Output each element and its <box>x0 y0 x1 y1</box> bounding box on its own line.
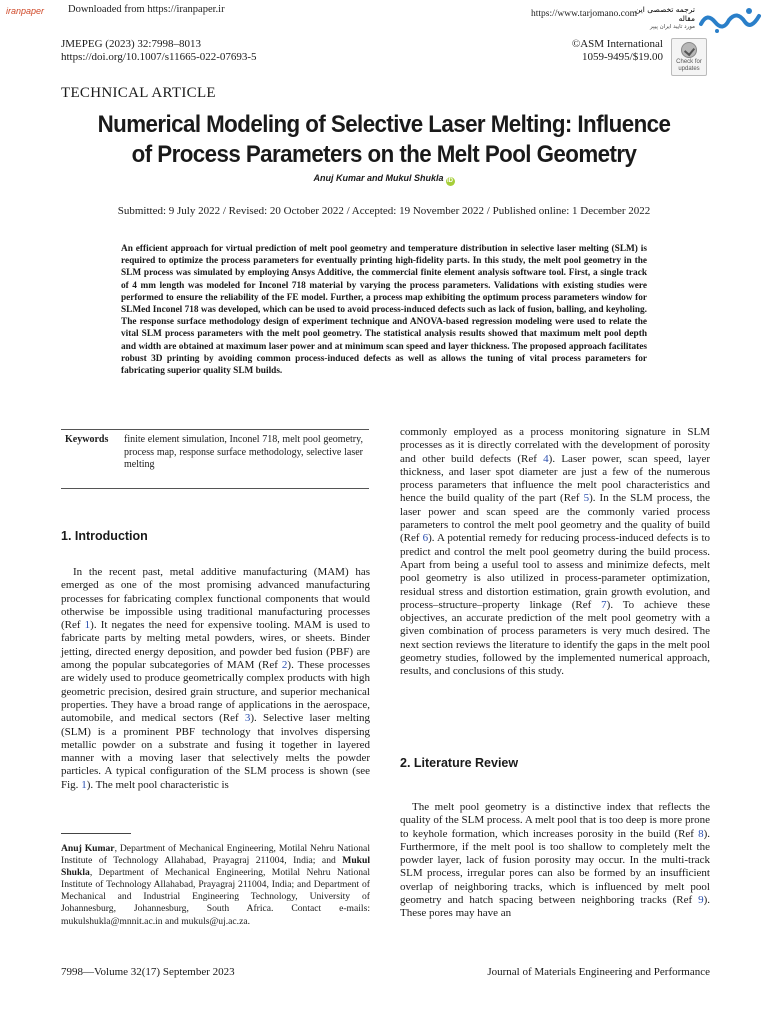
ref-link[interactable]: 9 <box>698 894 704 907</box>
publisher-copyright: ©ASM International <box>571 38 663 50</box>
issn-price: 1059-9495/$19.00 <box>582 51 663 63</box>
body-text: In the recent past, metal additive manufacturing (MAM) has emerged as one of the most promising advanced manufacturing processes for fabricating complex functional components that would otherwise be impossible using traditional manufacturing processes (Ref <box>61 566 370 632</box>
author2-affiliation: , Department of Mechanical Engineering, Motilal Nehru National Institute of Technology Allahabad, Prayagraj 211004, India; and Department of Mechanical and Industrial Engineering Technology, University of Johannesburg, Johannesburg, South Africa. Contact e-mails: mukulshukla@mnnit.ac.in and mukuls@uj.ac.za. <box>61 867 370 927</box>
literature-paragraph <box>400 801 710 921</box>
body-text: ). It negates the need for expensive tooling. MAM is used to fabricate parts by melting metal powders, wires, or sheets. Binder jetting, directed energy deposition, and powder bed fusion (PBF) are among the popular subcategories of MAM (Ref <box>61 619 371 672</box>
body-text: ). Laser power, scan speed, layer thickness, and laser spot diameter are just a few of the numerous process parameters that influence the melt pool characteristics and hence the build quality of the part (Ref <box>400 452 710 505</box>
publisher-meta <box>520 38 663 64</box>
check-badge-line1: Check for <box>676 59 702 65</box>
tarjomano-tagline-main: ترجمه تخصصی این مقاله <box>634 5 695 24</box>
literature-review-body <box>400 801 710 921</box>
paper-title-line1: Numerical Modeling of Selective Laser Melting: Influence <box>97 111 671 138</box>
abstract: An efficient approach for virtual prediction of melt pool geometry and temperature distribution in selective laser melting (SLM) is required to optimize the process parameters for eventually printing high-fidelity parts. In this study, the melt pool geometry in the SLM process was simulated by employing Ansys Additive, the commercial finite element analysis software tool. First, a single track of 4 mm length was modeled for Inconel 718 material by varying the process parameters. Validations with existing studies were performed to ensure the reliability of the FE model. Further, a process map exhibiting the optimum process parameters window for SLMed Inconel 718 was developed, which can be used to avoid process-induced defects such as lack of fusion, balling, and keyholing. The response surface methodology design of experiment technique and ANOVA-based regression modeling were used to relate the vital SLM process parameters with the melt pool geometry. The statistical analysis results showed that maximum melt pool depth and width are obtained at maximum laser power and at minimum scan speed and layer thickness. The proposed approach facilitates robust 3D printing by avoiding common process-induced defects as well as allows the tuning of vital process parameters for fabricating superior quality SLM builds. <box>121 244 647 377</box>
author1-affiliation: , Department of Mechanical Engineering, Motilal Nehru National Institute of Technology Allahabad, Prayagraj 211004, India; and <box>61 843 370 867</box>
footnote-divider <box>61 833 131 834</box>
ref-link[interactable]: 2 <box>281 659 288 672</box>
body-text: ). Selective laser melting (SLM) is a prominent PBF technology that involves dispersing metallic powder on a substrate and fusing it together in layered manner with a moving laser that selectively melts the powder particles. A typical configuration of the SLM process is shown (see Fig. <box>61 712 371 791</box>
ref-link[interactable]: 1 <box>84 619 91 632</box>
introduction-paragraph <box>61 566 370 792</box>
introduction-paragraph-cont <box>400 426 710 679</box>
body-text: ). These pores may have an <box>400 894 710 920</box>
keywords-text: finite element simulation, Inconel 718, melt pool geometry, process map, response surface methodology, selective laser melting <box>124 434 363 470</box>
journal-citation: JMEPEG (2023) 32:7998–8013 <box>61 38 201 50</box>
keywords-label: Keywords <box>65 434 109 445</box>
page-footer-journal: Journal of Materials Engineering and Performance <box>487 966 710 978</box>
body-text: ). To achieve these objectives, an accurate prediction of the melt pool geometry with a given combination of process parameters is very much desired. The next section reviews the literature to identify the gaps in the melt pool geometry studies, followed by the implemented numerical approach, results, and conclusions of this study. <box>400 598 710 678</box>
orcid-icon[interactable]: iD <box>447 178 453 184</box>
author-line <box>0 173 768 186</box>
body-text: ). The melt pool characteristic is <box>86 778 229 791</box>
page-footer-volume: 7998—Volume 32(17) September 2023 <box>61 966 235 978</box>
body-text: ). A potential remedy for reducing process-induced defects is to predict and control the melt pool geometry during the build process. Apart from being a useful tool to assess and minimize defects, melt pool geometry is also utilized in process-parameter optimization, residual stress and distortion estimation, grain growth evolution, and process–structure–property linkage (Ref <box>400 532 710 611</box>
figure-link[interactable]: 1 <box>81 778 87 791</box>
ref-link[interactable]: 3 <box>244 712 251 725</box>
body-text: ). Furthermore, if the melt pool is too shallow to completely melt the powder layer, lack of fusion porosity may occur. In the multi-track SLM process, irregular pores can also be formed by an insufficient overlap of neighboring tracks, which is influenced by melt pool geometry and hatch spacing between neighboring tracks (Ref <box>400 827 710 907</box>
authors-text: Anuj Kumar and Mukul Shukla <box>313 173 444 183</box>
article-type: TECHNICAL ARTICLE <box>61 85 216 101</box>
check-mark-icon <box>681 42 697 58</box>
ref-link[interactable]: 7 <box>601 598 607 611</box>
doi-link[interactable]: https://doi.org/10.1007/s11665-022-07693-5 <box>61 51 257 63</box>
paper-title <box>64 110 704 170</box>
ref-link[interactable]: 6 <box>422 532 429 545</box>
body-text: commonly employed as a process monitoring signature in SLM processes as it is directly correlated with the development of porosity and other build defects (Ref <box>400 426 710 465</box>
tarjomano-url-link[interactable]: https://www.tarjomano.com <box>531 9 637 19</box>
ref-link[interactable]: 5 <box>583 492 590 505</box>
ref-link[interactable]: 8 <box>698 827 704 840</box>
journal-meta <box>61 38 257 64</box>
paper-title-line2: of Process Parameters on the Melt Pool Geometry <box>131 141 637 168</box>
check-for-updates-label <box>672 59 706 72</box>
downloaded-from-link[interactable]: Downloaded from https://iranpaper.ir <box>68 4 225 15</box>
author1-name: Anuj Kumar <box>61 843 115 854</box>
body-text: The melt pool geometry is a distinctive index that reflects the quality of the SLM process. A melt pool that is too deep is more prone to keyhole formation, which increases porosity in the build (Ref <box>400 801 710 840</box>
check-for-updates-button[interactable] <box>671 38 707 76</box>
introduction-continued <box>400 426 710 679</box>
ref-link[interactable]: 4 <box>543 452 549 465</box>
introduction-body <box>61 566 370 792</box>
submission-dates: Submitted: 9 July 2022 / Revised: 20 October 2022 / Accepted: 19 November 2022 / Published online: 1 December 2022 <box>117 205 651 217</box>
check-badge-line2: updates <box>678 65 700 72</box>
body-text: ). In the SLM process, the laser power and scan speed are the commonly varied process parameters to control the melt pool geometry and the quality of build (Ref <box>400 492 711 545</box>
tarjomano-tagline <box>622 5 695 31</box>
author2-name: Mukul Shukla <box>61 855 370 879</box>
iranpaper-logo[interactable]: iranpaper <box>6 6 45 16</box>
introduction-heading: 1. Introduction <box>61 529 148 543</box>
body-text: ). These processes are widely used to produce geometrically complex products with high geometric precision, desired grain structure, and superior mechanical properties. They have a broad range of applications in the aerospace, automobile, and medical sectors (Ref <box>61 659 370 725</box>
author-affiliations <box>61 843 370 928</box>
keywords-box <box>61 429 369 489</box>
tarjomano-logo-icon[interactable] <box>697 4 763 34</box>
tarjomano-tagline-sub: مورد تایید ایران پیپر <box>650 23 695 30</box>
literature-review-heading: 2. Literature Review <box>400 756 519 770</box>
